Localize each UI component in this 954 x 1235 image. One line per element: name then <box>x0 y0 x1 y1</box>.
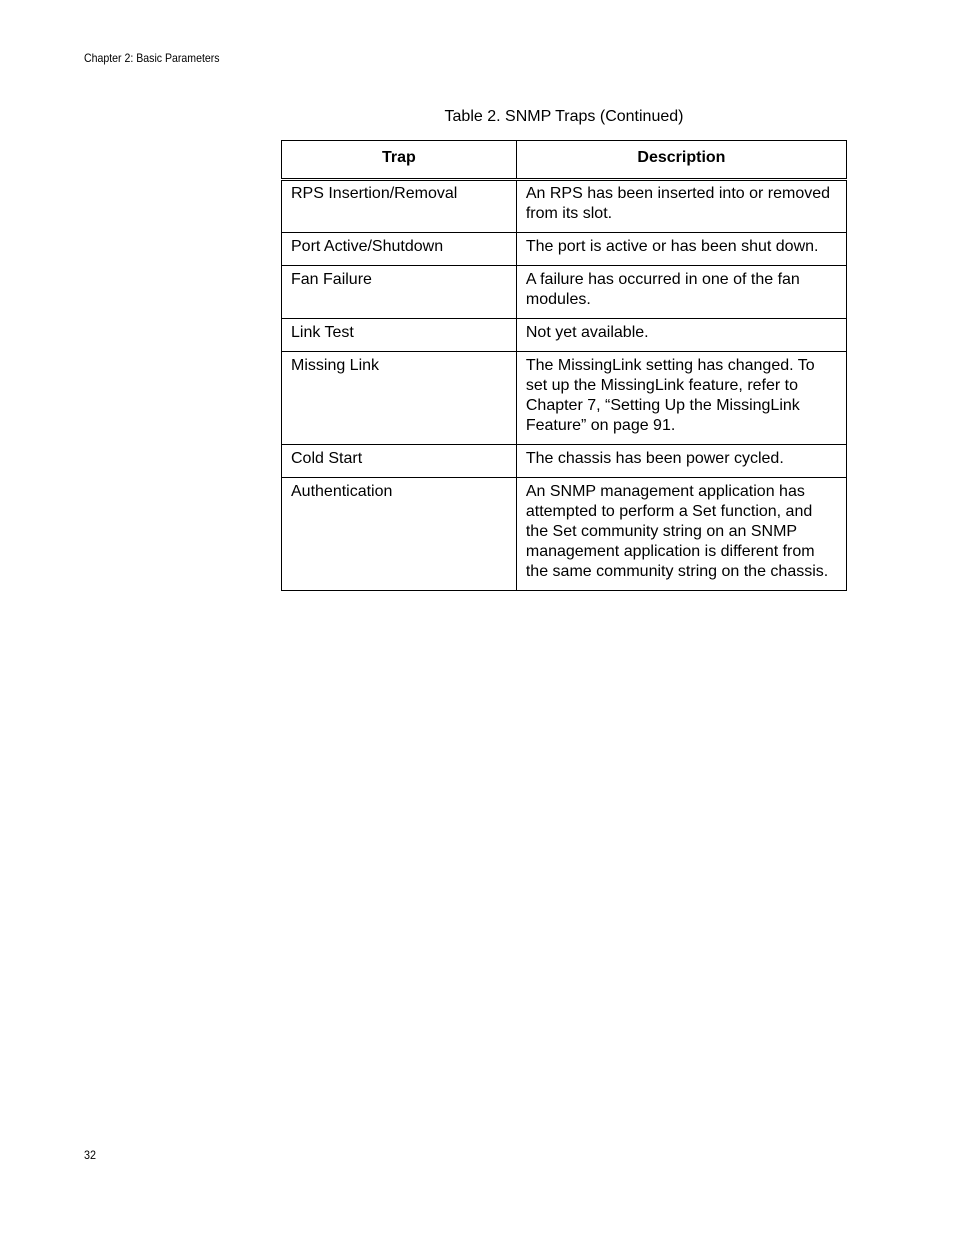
trap-cell: Authentication <box>282 478 517 591</box>
trap-cell: RPS Insertion/Removal <box>282 180 517 233</box>
table-row <box>282 180 847 233</box>
trap-cell: Fan Failure <box>282 266 517 319</box>
description-cell: Not yet available. <box>516 319 846 352</box>
table-row <box>282 445 847 478</box>
table-header-row <box>282 141 847 180</box>
running-header: Chapter 2: Basic Parameters <box>84 51 220 65</box>
description-cell: An SNMP management application has attempted to perform a Set function, and the Set community string on an SNMP management application is different from the same community string on the chassis. <box>516 478 846 591</box>
table-caption: Table 2. SNMP Traps (Continued) <box>444 108 684 125</box>
trap-cell: Cold Start <box>282 445 517 478</box>
column-header-description: Description <box>516 141 846 180</box>
description-cell: The port is active or has been shut down. <box>516 233 846 266</box>
table-row <box>282 478 847 591</box>
table-row <box>282 233 847 266</box>
snmp-traps-table <box>281 140 847 591</box>
trap-cell: Link Test <box>282 319 517 352</box>
table-row <box>282 319 847 352</box>
page-number: 32 <box>84 1148 97 1162</box>
table-row <box>282 352 847 445</box>
description-cell: An RPS has been inserted into or removed from its slot. <box>516 180 846 233</box>
description-cell: A failure has occurred in one of the fan modules. <box>516 266 846 319</box>
column-header-trap: Trap <box>282 141 517 180</box>
description-cell: The MissingLink setting has changed. To set up the MissingLink feature, refer to Chapter 7, “Setting Up the MissingLink Feature” on page 91. <box>516 352 846 445</box>
table-row <box>282 266 847 319</box>
description-cell: The chassis has been power cycled. <box>516 445 846 478</box>
trap-cell: Port Active/Shutdown <box>282 233 517 266</box>
trap-cell: Missing Link <box>282 352 517 445</box>
